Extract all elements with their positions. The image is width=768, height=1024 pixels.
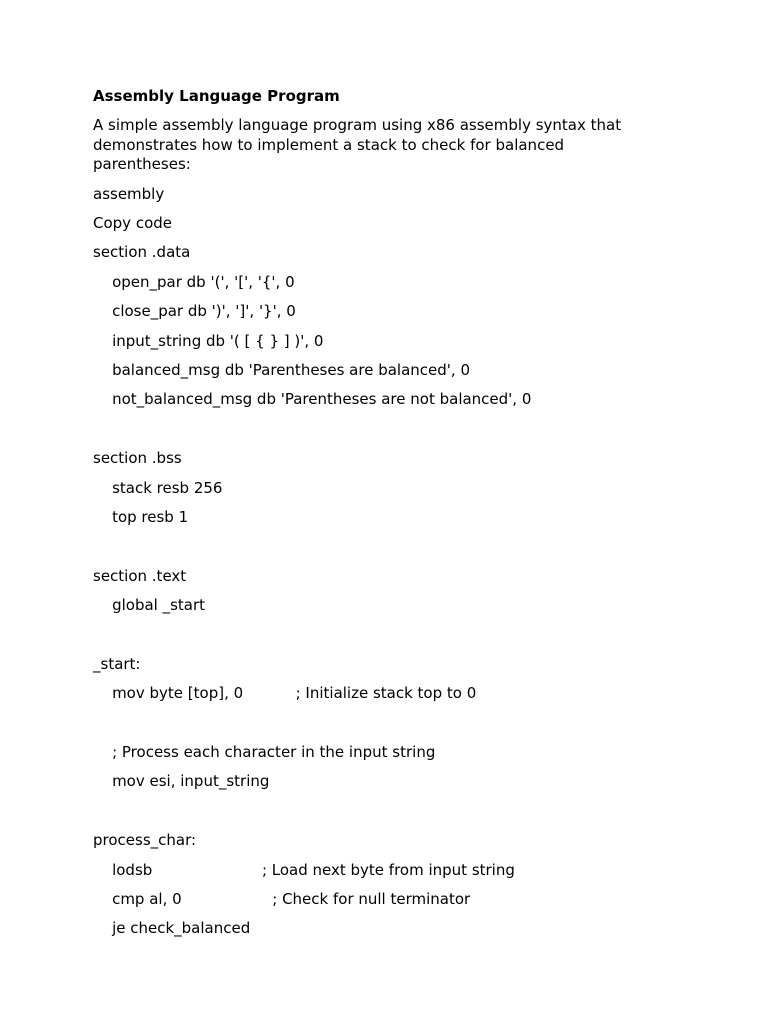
- code-line: section .bss: [93, 449, 182, 468]
- code-line: process_char:: [93, 831, 197, 850]
- code-blank-line: [93, 625, 693, 644]
- document-intro: A simple assembly language program using x86 assembly syntax that demonstrates how to implement a stack to check for balanced parentheses:: [93, 116, 622, 174]
- code-language-label: assembly: [93, 184, 165, 203]
- code-blank-line: [93, 714, 693, 733]
- document-page: [93, 87, 693, 949]
- code-blank-line: [93, 802, 693, 821]
- code-line: open_par db '(', '[', '{', 0: [93, 272, 295, 291]
- code-line: lodsb ; Load next byte from input string: [93, 860, 515, 879]
- code-blank-line: [93, 537, 693, 556]
- code-line: mov byte [top], 0 ; Initialize stack top to 0: [93, 684, 477, 703]
- copy-code-label: Copy code: [93, 214, 172, 233]
- code-line: balanced_msg db 'Parentheses are balanced', 0: [93, 360, 470, 379]
- code-line: close_par db ')', ']', '}', 0: [93, 302, 296, 321]
- code-block: [93, 243, 693, 938]
- code-blank-line: [93, 420, 693, 439]
- code-line: not_balanced_msg db 'Parentheses are not balanced', 0: [93, 390, 532, 409]
- code-line: stack resb 256: [93, 478, 223, 497]
- code-line: _start:: [93, 654, 141, 673]
- code-line: global _start: [93, 596, 206, 615]
- code-line: mov esi, input_string: [93, 772, 270, 791]
- code-line: je check_balanced: [93, 919, 251, 938]
- document-title: Assembly Language Program: [93, 87, 340, 105]
- code-line: top resb 1: [93, 507, 189, 526]
- code-line: section .text: [93, 566, 187, 585]
- code-line: section .data: [93, 243, 191, 262]
- code-line: ; Process each character in the input string: [93, 743, 436, 762]
- code-line: cmp al, 0 ; Check for null terminator: [93, 890, 471, 908]
- code-line: input_string db '( [ { } ] )', 0: [93, 331, 324, 350]
